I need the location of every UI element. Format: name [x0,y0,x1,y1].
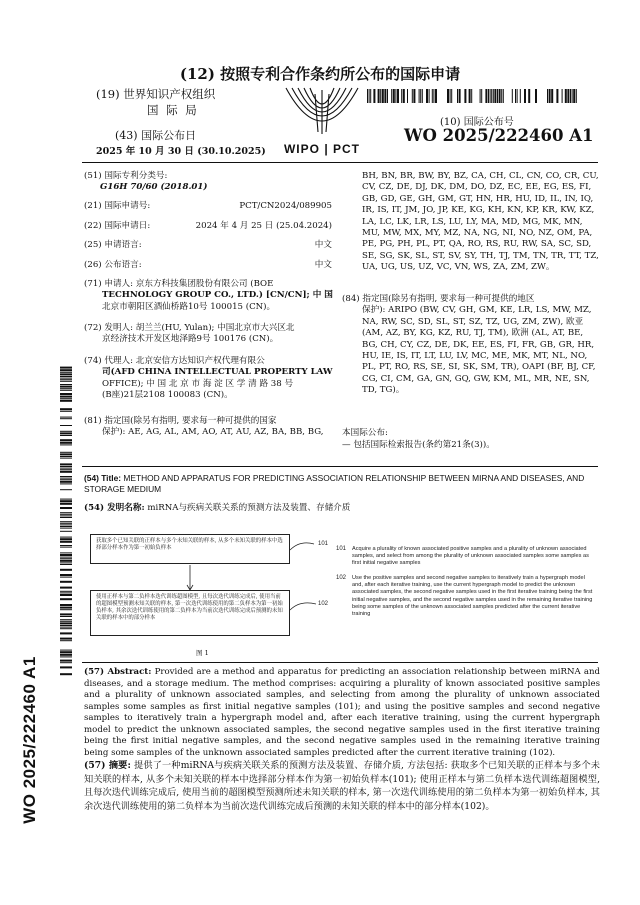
text-line: BG, CH, CY, CZ, DE, DK, EE, ES, FI, FR, GB, GR, HR, [362,339,595,350]
barcode-bar [490,89,491,103]
barcode-bar [60,627,72,628]
barcode-bar [520,89,521,103]
barcode-bar [60,521,72,522]
barcode-bar [464,89,466,103]
barcode-bar [565,89,567,103]
field-22-label: (22) 国际申请日: [84,221,151,231]
barcode-bar [60,481,72,483]
text-line: 京经济技术开发区地泽路9号 100176 (CN)。 [102,334,279,345]
text-line: MU, MW, MX, MY, MZ, NA, NG, NI, NO, NZ, OM, PA, [362,228,593,239]
barcode-bar [488,89,489,103]
barcode-bar [60,662,72,663]
barcode-bar [60,609,72,610]
side-barcode [60,365,72,681]
field-84-regional [342,294,604,397]
barcode-bar [60,517,72,518]
barcode-bar [60,591,72,592]
flow-ref-102: 102 [318,601,329,607]
barcode-bar [60,656,72,657]
field-81-continued [362,171,602,274]
barcode-bar [450,89,451,103]
barcode-bar [370,89,371,103]
barcode-bar [567,89,569,103]
barcode-bar [501,89,502,103]
barcode-bar [60,378,72,379]
barcode-bar [60,613,72,615]
barcode-bar [60,468,72,469]
published-item: — 包括国际检索报告(条约第21条(3))。 [342,440,495,450]
barcode-bar [60,503,72,505]
field-81-designated-states [84,416,334,439]
barcode-bar [380,89,381,103]
barcode-bar [512,89,513,103]
barcode-bar [547,89,548,103]
text-line: 保护): AE, AG, AL, AM, AO, AT, AU, AZ, BA, BB, BG, [102,427,324,438]
barcode-bar [60,396,72,398]
barcode-bar [60,456,72,457]
barcode-bar [60,425,72,426]
barcode-bar [60,384,72,385]
barcode-bar [391,89,392,103]
barcode-bar [382,89,384,103]
barcode-bar [60,562,72,563]
barcode-bar [60,458,72,459]
text-line: TD, TG)。 [362,385,405,396]
abstract-zh-label: (57) 摘要: [84,760,131,771]
text-line: (B座)21层2108 100083 (CN)。 [102,390,233,401]
barcode-bar [60,435,72,436]
text-line: UA, UG, US, UZ, VC, VN, WS, ZA, ZM, ZW。 [362,262,555,273]
title-en-text: METHOD AND APPARATUS FOR PREDICTING ASSOCIATION RELATIONSHIP BETWEEN MIRNA AND DISEASES, AND STORAGE MEDIUM [84,473,585,495]
field-22-value: 2024 年 4 月 25 日 (25.04.2024) [195,221,332,231]
barcode-bar [373,89,375,103]
barcode-bar [60,512,72,513]
text-line: (81) 指定国(除另有指明, 要求每一种可提供的国家 [84,416,277,426]
barcode-bar [60,523,72,524]
title-en-label: (54) Title: [84,473,122,483]
barcode-bar [60,651,72,653]
text-line: (74) 代理人: 北京安信方达知识产权代理有限公 [84,356,265,366]
text-line: CV, CZ, DE, DJ, DK, DM, DO, DZ, EC, EE, EG, ES, FI, [362,182,592,193]
barcode-bar [60,638,72,640]
barcode-bar [60,628,72,629]
barcode-bar [60,369,72,371]
barcode-bar [393,89,395,103]
publication-date: 2025 年 10 月 30 日 (30.10.2025) [96,146,266,157]
title-zh-label: (54) 发明名称: [84,503,145,513]
barcode-bar [60,541,72,543]
barcode-bar [572,89,573,103]
barcode-bar [573,89,575,103]
barcode-bar [60,574,72,576]
barcode-bar [60,400,72,402]
barcode-bar [387,89,388,103]
abstract-en-label: (57) Abstract: [84,667,152,677]
barcode-bar [60,408,72,410]
barcode-bar [503,89,504,103]
text-line: SE, SG, SK, SL, ST, SV, SY, TH, TJ, TM, TN, TR, TT, TZ, [362,250,599,261]
barcode-bar [60,478,72,479]
barcode-bar [60,552,72,553]
barcode-bar [457,89,458,103]
publication-number: WO 2025/222460 A1 [404,126,594,145]
abstract-rule [82,662,598,663]
barcode-bar [60,479,72,480]
barcode-bar [528,89,530,103]
barcode-bar [60,531,72,532]
barcode-bar [60,489,72,490]
barcode-bar [60,526,72,527]
barcode-bar [60,514,72,515]
barcode-bar [60,476,72,477]
barcode-bar [551,89,553,103]
barcode-bar [60,666,72,668]
text-line: PE, PG, PH, PL, PT, QA, RO, RS, RU, RW, SA, SC, SD, [362,239,592,250]
text-line: BH, BN, BR, BW, BY, BZ, CA, CH, CL, CN, CO, CR, CU, [362,171,599,181]
wipo-pct-wordmark: WIPO | PCT [283,142,361,156]
barcode-bar [60,587,72,589]
barcode-bar [60,444,72,445]
barcode-bar [481,89,482,103]
text-line: (AM, AZ, BY, KG, KZ, RU, TJ, TM), 欧洲 (AL, AT, BE, [362,328,584,339]
text-line: GB, GD, GE, GH, GM, GT, HN, HR, HU, ID, IL, IN, IQ, [362,193,594,204]
field-71-applicant [84,279,334,313]
barcode-bar [447,89,449,103]
barcode-bar [60,499,72,500]
step-text-102: Use the positive samples and second negative samples to iteratively train a hypergraph model and, after each iterative training, use the current hypergraph model to predict the unknown associated samples, the second negative samples used in the first iterative training being the first initial negative samples, and the second negative samples used in the remaining iterative training being some samples of the unknown associated samples predicted after the current iterative training [352,575,593,618]
barcode-bar [515,89,516,103]
field-25-value: 中文 [314,240,332,250]
text-line: HU, IE, IS, IT, LT, LU, LV, MC, ME, MK, MT, NL, NO, [362,351,588,362]
barcode-bar [60,417,72,418]
barcode-bar [397,89,399,103]
barcode-bar [60,660,72,662]
text-line: (84) 指定国(除另有指明, 要求每一种可提供的地区 [342,294,535,304]
wipo-org-name: (19) 世界知识产权组织 [96,87,216,101]
barcode-bar [419,89,420,103]
barcode-bar [60,515,72,516]
barcode-bar [407,89,408,103]
barcode-bar [60,432,72,434]
barcode-bar [432,89,433,103]
barcode-bar [60,386,72,388]
field-26-label: (26) 公布语言: [84,260,142,270]
barcode-bar [60,442,72,444]
text-line: 保护): ARIPO (BW, CV, GH, GM, KE, LR, LS, MW, MZ, [362,305,592,316]
barcode-bar [60,483,72,484]
field-21-value: PCT/CN2024/089905 [239,201,332,211]
barcode-bar [60,654,72,656]
barcode-bar [60,388,72,389]
barcode-bar [60,632,72,634]
barcode-bar [60,379,72,380]
barcode-bar [60,390,72,391]
barcode-bar [60,625,72,626]
publication-number-label: (10) 国际公布号 [440,117,514,128]
field-25-label: (25) 申请语言: [84,240,142,250]
title-english [84,473,600,496]
field-26-value: 中文 [314,260,332,270]
barcode-bar [524,89,526,103]
title-chinese [84,503,600,514]
barcode-bar [497,89,498,103]
barcode-bar [60,538,72,540]
barcode-bar [60,393,72,395]
wipo-logo [266,84,378,156]
barcode-bar [556,89,558,103]
wipo-emblem-icon [266,84,378,140]
barcode-bar [369,89,370,103]
barcode-bar [60,622,72,624]
barcode-bar [494,89,496,103]
barcode-bar [499,89,501,103]
barcode-bar [395,89,396,103]
publication-date-label: (43) 国际公布日 [115,129,197,142]
top-barcode [367,88,579,102]
text-line: 北京市朝阳区酒仙桥路10号 100015 (CN)。 [102,301,276,312]
barcode-bar [60,439,72,441]
barcode-bar [451,89,452,103]
header-rule [82,162,598,163]
text-line: NA, RW, SC, SD, SL, ST, SZ, TZ, UG, ZM, ZW), 欧亚 [362,316,584,327]
barcode-bar [60,607,72,609]
barcode-bar [60,524,72,525]
barcode-bar [60,547,72,548]
barcode-bar [480,89,481,103]
barcode-bar [60,577,72,578]
barcode-bar [60,471,72,473]
barcode-bar [420,89,421,103]
barcode-bar [60,616,72,617]
barcode-bar [60,557,72,558]
barcode-bar [60,558,72,559]
barcode-bar [576,89,577,103]
abstract-chinese [84,759,600,813]
barcode-bar [60,469,72,470]
barcode-bar [384,89,386,103]
published-label: 本国际公布: [342,428,388,438]
barcode-bar [378,89,380,103]
barcode-bar [562,89,563,103]
abstract-zh-text: 提供了一种miRNA与疾病关联关系的预测方法及装置、存储介质, 方法包括: 获取多个已知关联的正样本与多个未知关联的样本, 从多个未知关联的样本中选择部分样本作为第一初始负样本(101); 使用正样本与第二负样本迭代训练超图模型, 且每次迭代训练完成后, 使用当前的超图模型预测所述未知关联的样本, 第一次迭代训练使用的第二负样本为第一初始负样本, 其余次迭代训练使用的第二负样本为当前次迭代训练完成后预测的未知关联的样本中的部分样本(102)。 [84,760,600,812]
flow-step-box-102: 使用正样本与第二负样本迭代训练超图模型, 且每次迭代训练完成后, 使用当前的超图模型预测未知关联的样本, 第一次迭代训练使用的第二负样本为第一初始负样本, 其余次迭代训练使用的第二负样本为当前次迭代训练完成后预测的未知关联的样本中的部分样本 [90,590,290,636]
barcode-bar [60,453,72,455]
barcode-bar [60,431,72,432]
document-title: (12) 按照专利合作条约所公布的国际申请 [179,65,461,83]
text-line: (72) 发明人: 胡兰兰(HU, Yulan); 中国北京市大兴区北 [84,323,295,333]
barcode-bar [60,500,72,502]
barcode-bar [459,89,461,103]
barcode-bar [367,89,368,103]
step-number-101: 101 [336,546,347,552]
figure-caption: 图 1 [196,649,209,657]
barcode-bar [485,89,487,103]
barcode-bar [60,581,72,583]
barcode-bar [60,545,72,546]
field-21-label: (21) 国际申请号: [84,201,151,211]
flow-ref-101: 101 [318,541,329,547]
barcode-bar [429,89,430,103]
barcode-bar [60,373,72,375]
barcode-bar [60,466,72,467]
text-line: OFFICE); 中 国 北 京 市 海 淀 区 学 清 路 38 号 [102,378,294,389]
barcode-bar [60,528,72,529]
barcode-bar [491,89,492,103]
barcode-bar [549,89,551,103]
barcode-bar [60,418,72,419]
barcode-bar [60,372,72,373]
barcode-bar [517,89,518,103]
step-text-101: Acquire a plurality of known associated positive samples and a plurality of unknown associated samples, and select from among the plurality of unknown associated samples some samples as first initial negative samples [352,546,589,567]
text-line: TECHNOLOGY GROUP CO., LTD.) [CN/CN]; 中 国 [102,290,333,301]
field-51-value: G16H 70/60 (2018.01) [100,182,208,192]
barcode-bar [435,89,437,103]
barcode-bar [60,650,72,651]
field-72-inventor [84,323,334,346]
barcode-bar [60,560,72,562]
barcode-bar [60,569,72,571]
barcode-bar [60,554,72,556]
barcode-bar [60,594,72,596]
barcode-bar [60,411,72,412]
barcode-bar [493,89,494,103]
barcode-bar [60,463,72,465]
barcode-bar [60,381,72,382]
barcode-bar [412,89,413,103]
title-zh-text: miRNA与疾病关联关系的预测方法及装置、存储介质 [147,503,351,513]
barcode-bar [60,507,72,509]
barcode-bar [60,564,72,565]
barcode-bar [60,398,72,399]
text-line: IR, IS, IT, JM, JO, JP, KE, KG, KH, KN, KP, KR, KW, KZ, [362,205,595,216]
barcode-bar [60,640,72,641]
text-line: CG, CI, CM, GA, GN, GQ, GW, KM, ML, MR, NE, SN, [362,373,590,384]
barcode-bar [433,89,434,103]
text-line: PL, PT, RO, RS, SE, SI, SK, SM, TR), OAPI (BF, BJ, CF, [362,362,596,373]
text-line: 司(AFD CHINA INTELLECTUAL PROPERTY LAW [102,367,333,378]
barcode-bar [401,89,402,103]
barcode-bar [426,89,428,103]
barcode-bar [60,619,72,620]
abstract-english [84,667,600,759]
abstract-en-text: Provided are a method and apparatus for predicting an association relationship between miRNA and diseases, and a storage medium. The method comprises: acquiring a plurality of known associated positive samples and a plurality of unknown associated samples, and selecting from among the plurality of unknown associated samples some samples as first initial negative samples (101); and using the positive samples and second negative samples to iteratively train a hypergraph model and, after each iterative training, using the current hypergraph model to predict the unknown associated samples, the second negative samples used in the first iterative training being the first initial negative samples, and the second negative samples used in the remaining iterative training being some samples of the unknown associated samples predicted after the current iterative training (102). [84,667,600,758]
barcode-bar [60,673,72,675]
barcode-bar [422,89,423,103]
text-line: (71) 申请人: 京东方科技集团股份有限公司 (BOE [84,279,274,289]
barcode-bar [403,89,405,103]
barcode-bar [60,376,72,377]
barcode-bar [535,89,537,103]
section-rule [82,466,598,467]
barcode-bar [570,89,571,103]
wipo-bureau: 国 际 局 [147,103,199,117]
barcode-bar [469,89,471,103]
field-74-agent [84,356,334,402]
step-number-102: 102 [336,575,347,581]
side-publication-number: WO 2025/222460 A1 [20,656,39,824]
barcode-bar [60,592,72,593]
field-51-label: (51) 国际专利分类号: [84,171,168,181]
barcode-bar [60,598,72,600]
text-line: LA, LC, LK, LR, LS, LU, LY, MA, MD, MG, MK, MN, [362,216,583,227]
barcode-bar [60,621,72,622]
barcode-bar [471,89,472,103]
barcode-bar [60,452,72,453]
barcode-bar [60,604,72,606]
barcode-bar [60,537,72,538]
barcode-bar [60,367,72,369]
barcode-bar [413,89,415,103]
flow-step-box-101: 获取多个已知关联的正样本与多个未知关联的样本, 从多个未知关联的样本中选择部分样本作为第一初始负样本 [90,534,290,564]
